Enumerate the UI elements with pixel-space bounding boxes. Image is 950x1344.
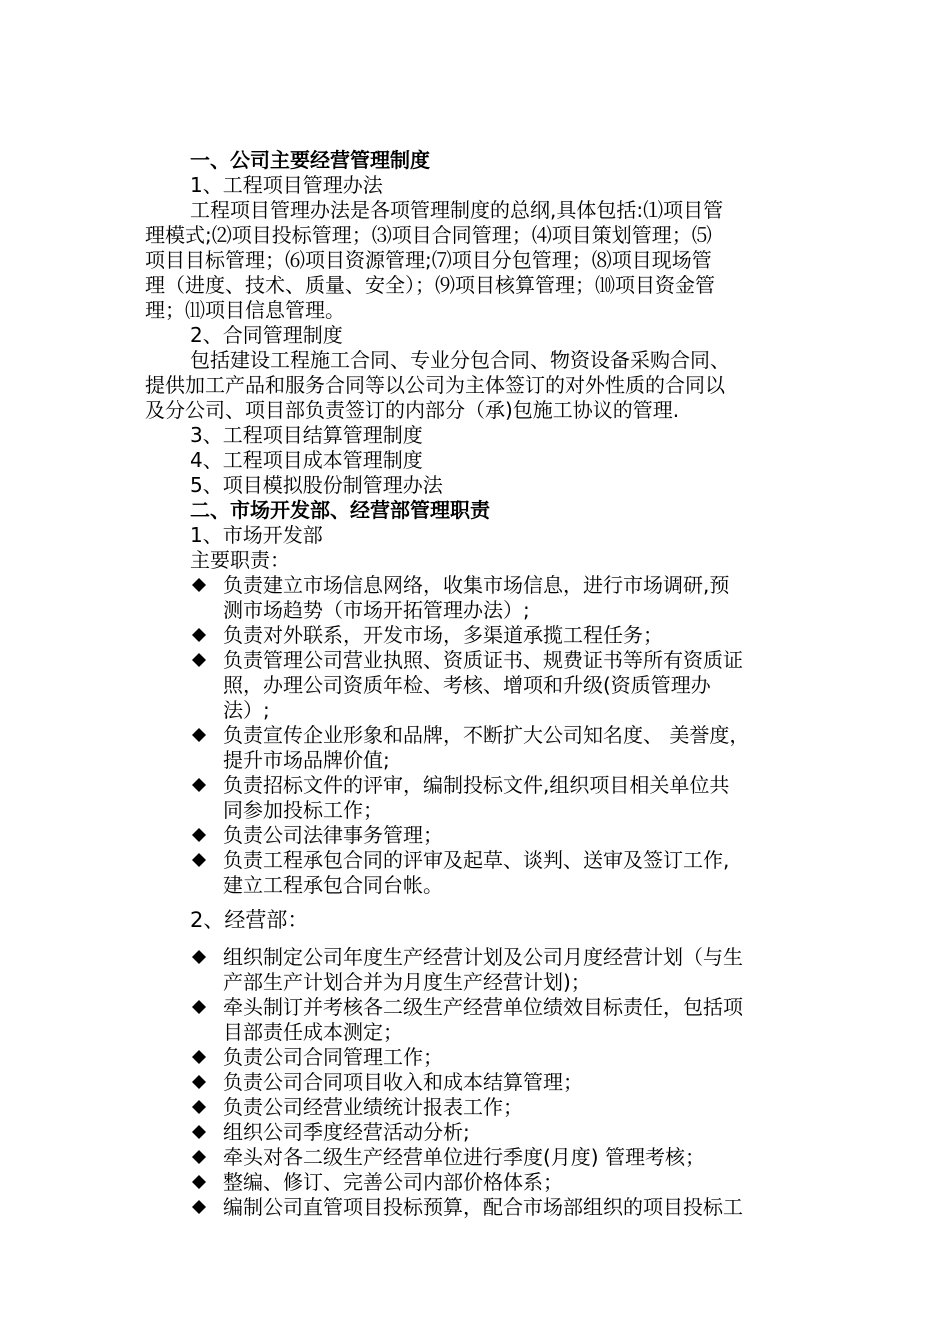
section-1-item-2-title: 2、合同管理制度 — [190, 323, 343, 347]
diamond-bullet-icon — [192, 1050, 206, 1064]
list-item: 提升市场品牌价值; — [223, 748, 390, 772]
list-item: 负责工程承包合同的评审及起草、谈判、送审及签订工作, — [223, 848, 730, 872]
list-item: 负责对外联系，开发市场，多渠道承揽工程任务； — [223, 623, 663, 647]
list-item: 组织制定公司年度生产经营计划及公司月度经营计划（与生 — [223, 945, 743, 969]
section-1-item-4-title: 4、工程项目成本管理制度 — [190, 448, 423, 472]
diamond-bullet-icon — [192, 578, 206, 592]
list-item: 负责宣传企业形象和品牌，不断扩大公司知名度、 美誉度， — [223, 723, 750, 747]
list-item: 负责管理公司营业执照、资质证书、规费证书等所有资质证 — [223, 648, 743, 672]
list-item: 组织公司季度经营活动分析; — [223, 1120, 470, 1144]
list-item: 测市场趋势（市场开拓管理办法）; — [223, 598, 530, 622]
section-2-heading: 二、市场开发部、经营部管理职责 — [190, 498, 490, 522]
list-item: 法）; — [223, 698, 270, 722]
list-item: 牵头对各二级生产经营单位进行季度(月度) 管理考核； — [223, 1145, 705, 1169]
list-item: 负责建立市场信息网络，收集市场信息，进行市场调研,预 — [223, 573, 730, 597]
section-2-item-2-title: 2、经营部： — [190, 908, 309, 932]
section-1-item-1-title: 1、工程项目管理办法 — [190, 173, 383, 197]
list-item: 负责公司法律事务管理； — [223, 823, 443, 847]
list-item: 负责招标文件的评审，编制投标文件,组织项目相关单位共 — [223, 773, 730, 797]
paragraph-line: 理模式;⑵项目投标管理；⑶项目合同管理；⑷项目策划管理；⑸ — [145, 223, 712, 247]
paragraph-line: 项目目标管理；⑹项目资源管理;⑺项目分包管理；⑻项目现场管 — [145, 248, 712, 272]
list-item: 编制公司直管项目投标预算，配合市场部组织的项目投标工 — [223, 1195, 743, 1219]
diamond-bullet-icon — [192, 828, 206, 842]
paragraph-line: 工程项目管理办法是各项管理制度的总纲,具体包括:⑴项目管 — [190, 198, 724, 222]
list-item: 目部责任成本测定； — [223, 1020, 403, 1044]
diamond-bullet-icon — [192, 1150, 206, 1164]
list-item: 整编、修订、完善公司内部价格体系； — [223, 1170, 563, 1194]
diamond-bullet-icon — [192, 853, 206, 867]
list-item: 建立工程承包合同台帐。 — [223, 873, 443, 897]
diamond-bullet-icon — [192, 1200, 206, 1214]
list-item: 照，办理公司资质年检、考核、增项和升级(资质管理办 — [223, 673, 711, 697]
diamond-bullet-icon — [192, 778, 206, 792]
section-1-item-5-title: 5、项目模拟股份制管理办法 — [190, 473, 443, 497]
list-item: 负责公司合同项目收入和成本结算管理； — [223, 1070, 583, 1094]
paragraph-line: 提供加工产品和服务合同等以公司为主体签订的对外性质的合同以 — [145, 373, 725, 397]
diamond-bullet-icon — [192, 1075, 206, 1089]
list-item: 产部生产计划合并为月度生产经营计划)； — [223, 970, 591, 994]
paragraph-line: 理；⑾项目信息管理。 — [145, 298, 345, 322]
diamond-bullet-icon — [192, 728, 206, 742]
diamond-bullet-icon — [192, 653, 206, 667]
list-item: 牵头制订并考核各二级生产经营单位绩效目标责任，包括项 — [223, 995, 743, 1019]
diamond-bullet-icon — [192, 1125, 206, 1139]
paragraph-line: 及分公司、项目部负责签订的内部分（承)包施工协议的管理. — [145, 398, 680, 422]
list-item: 负责公司合同管理工作； — [223, 1045, 443, 1069]
diamond-bullet-icon — [192, 1100, 206, 1114]
diamond-bullet-icon — [192, 1000, 206, 1014]
section-1-heading: 一、公司主要经营管理制度 — [190, 148, 430, 172]
diamond-bullet-icon — [192, 628, 206, 642]
diamond-bullet-icon — [192, 1175, 206, 1189]
section-2-item-1-title: 1、市场开发部 — [190, 523, 323, 547]
paragraph-line: 理（进度、技术、质量、安全）；⑼项目核算管理；⑽项目资金管 — [145, 273, 715, 297]
list-item: 负责公司经营业绩统计报表工作； — [223, 1095, 523, 1119]
list-item: 同参加投标工作； — [223, 798, 383, 822]
paragraph-line: 包括建设工程施工合同、专业分包合同、物资设备采购合同、 — [190, 348, 730, 372]
duties-label: 主要职责： — [190, 548, 290, 572]
diamond-bullet-icon — [192, 950, 206, 964]
section-1-item-3-title: 3、工程项目结算管理制度 — [190, 423, 423, 447]
